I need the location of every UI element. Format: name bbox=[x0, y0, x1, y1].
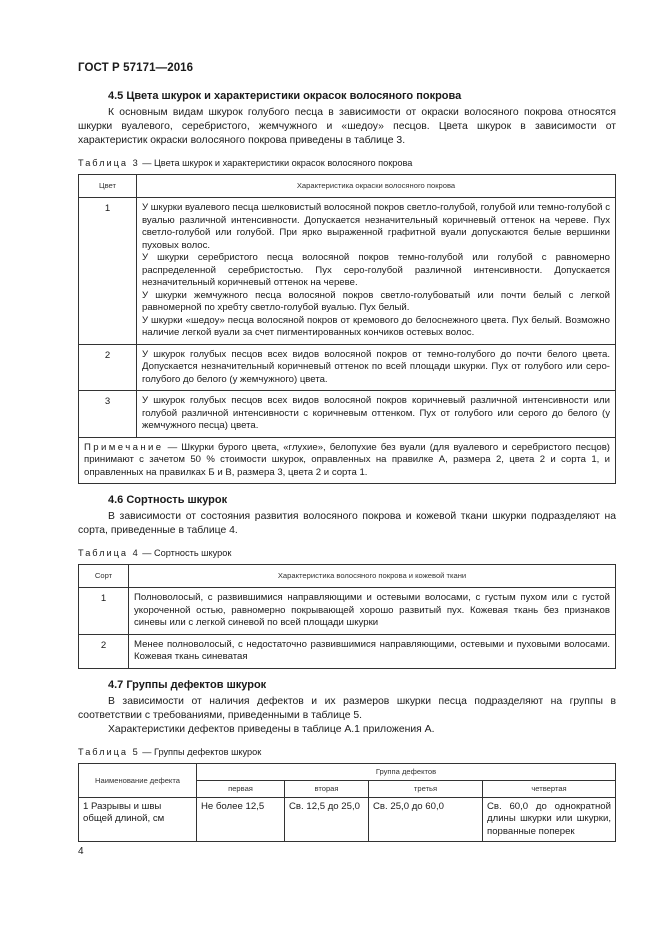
table-3-row-3-desc: У шкурок голубых песцов всех видов волосяной покров коричневый различной интенсивности или голубой различной интенсивности с коричневым оттенком. Пух от голубого или серого до белого (у жемчужного песца) цвета. bbox=[137, 391, 616, 438]
section-4-5-paragraph: К основным видам шкурок голубого песца в зависимости от окраски волосяного покрова относятся шкурки вуалевого, серебристого, жемчужного и «шедоу» песцов. Цвета шкурок в зависимости от характеристик окраски волосяного покрова приведены в таблице 3. bbox=[78, 107, 616, 146]
table-3-row-1-num: 1 bbox=[79, 198, 137, 345]
table-row bbox=[79, 634, 616, 668]
table-5-sub-4: четвертая bbox=[483, 780, 616, 797]
table-5-row-1-c4: Св. 60,0 до однократной длины шкурки или шкурки, порванные поперек bbox=[483, 797, 616, 842]
table-5 bbox=[78, 763, 616, 843]
section-4-7-paragraph-2: Характеристики дефектов приведены в таблице А.1 приложения А. bbox=[108, 723, 435, 735]
table-row bbox=[79, 797, 616, 842]
section-4-5-heading: 4.5 Цвета шкурок и характеристики окрасок волосяного покрова bbox=[108, 90, 462, 102]
table-4-row-2-desc: Менее полноволосый, с недостаточно развившимися направляющими, остевыми и пуховыми волосами. Кожевая ткань синеватая bbox=[129, 634, 616, 668]
table-3 bbox=[78, 174, 616, 484]
table-4-caption bbox=[78, 546, 616, 560]
table-4-title: — Сортность шкурок bbox=[142, 548, 232, 558]
table-4 bbox=[78, 564, 616, 669]
table-row bbox=[79, 391, 616, 438]
table-5-sub-3: третья bbox=[369, 780, 483, 797]
table-5-col-group: Группа дефектов bbox=[197, 763, 616, 780]
table-4-row-1-desc: Полноволосый, с развившимися направляющими и остевыми волосами, с густым пухом или с густой укороченной остью, равномерно покрывающей хорошо развитый пух. Кожевая ткань без признаков синевы или с легкой синевой по всей площади шкурки bbox=[129, 588, 616, 635]
table-3-col-description: Характеристика окраски волосяного покрова bbox=[137, 175, 616, 198]
table-3-title: — Цвета шкурок и характеристики окрасок волосяного покрова bbox=[142, 158, 413, 168]
table-3-label: Таблица 3 bbox=[78, 158, 140, 168]
table-3-row-3-num: 3 bbox=[79, 391, 137, 438]
table-5-caption bbox=[78, 745, 616, 759]
table-4-row-2-num: 2 bbox=[79, 634, 129, 668]
table-3-row-1-line-1: У шкурки вуалевого песца шелковистый волосяной покров светло-голубой, голубой или темно-голубой с вуалью различной интенсивности. Допускается незначительный коричневый оттенок на череве. Пух светло-голубой или голубой. При ярко выраженной графитной вуали допускаются белые вершинки пуховых волос. bbox=[142, 202, 610, 251]
table-3-row-2-num: 2 bbox=[79, 344, 137, 391]
section-4-7-paragraph-1: В зависимости от наличия дефектов и их размеров шкурки песца подразделяют на группы в соответствии с требованиями, приведенными в таблице 5. bbox=[78, 695, 616, 721]
table-3-row-2-desc: У шкурок голубых песцов всех видов волосяной покров от темно-голубого до почти белого цвета. Допускается незначительный коричневый оттенок по всей площади шкурки. Пух от голубого или серо-голубого до белого (у жемчужного) цвета. bbox=[137, 344, 616, 391]
page-content bbox=[78, 90, 616, 842]
table-5-title: — Группы дефектов шкурок bbox=[142, 746, 262, 757]
table-3-note bbox=[79, 437, 616, 484]
note-label: Примечание bbox=[84, 441, 164, 453]
table-5-sub-2: вторая bbox=[285, 780, 369, 797]
table-3-row-1-line-4: У шкурки «шедоу» песца волосяной покров от кремового до белоснежного цвета. Пух белый. Возможно наличие легкой вуали за счет пигментированных кончиков остевых волос. bbox=[142, 314, 610, 338]
table-row bbox=[79, 198, 616, 345]
section-4-6-paragraph: В зависимости от состояния развития волосяного покрова и кожевой ткани шкурки подразделяют на сорта, приведенные в таблице 4. bbox=[78, 511, 616, 536]
table-3-row-1-line-2: У шкурки серебристого песца волосяной покров темно-голубой или голубой с равномерно распределенной серебристостью. Пух серо-голубой различной интенсивности. Допускается незначительный коричневый оттенок на череве. bbox=[142, 252, 610, 288]
table-row bbox=[79, 588, 616, 635]
section-4-7-heading: 4.7 Группы дефектов шкурок bbox=[108, 678, 267, 691]
table-4-col-grade: Сорт bbox=[79, 565, 129, 588]
table-5-label: Таблица 5 bbox=[78, 746, 140, 757]
table-4-col-description: Характеристика волосяного покрова и кожевой ткани bbox=[129, 565, 616, 588]
section-4-6-heading: 4.6 Сортность шкурок bbox=[108, 494, 228, 506]
table-5-col-name: Наименование дефекта bbox=[79, 763, 197, 797]
table-5-row-1-c1: Не более 12,5 bbox=[197, 797, 285, 842]
table-3-row-1-line-3: У шкурки жемчужного песца волосяной покров светло-голубоватый или почти белый с легкой равномерной по хребту светло-голубой вуалью. Пух белый. bbox=[142, 289, 610, 313]
table-5-row-1-c3: Св. 25,0 до 60,0 bbox=[369, 797, 483, 842]
note-text: — Шкурки бурого цвета, «глухие», белопухие без вуали (для вуалевого и серебристого песцов) принимают с зачетом 50 % стоимости шкурок, оправленных на правилке А, размера 2, цвета 2 и сорта 1, и оправленных на правилках Б и В, размера 3, цвета 2 и сорта 1. bbox=[84, 441, 610, 478]
standard-header: ГОСТ Р 57171—2016 bbox=[78, 62, 194, 74]
table-5-row-1-c2: Св. 12,5 до 25,0 bbox=[285, 797, 369, 842]
table-4-row-1-num: 1 bbox=[79, 588, 129, 635]
table-5-row-1-name: 1 Разрывы и швы общей длиной, см bbox=[79, 797, 197, 842]
table-3-row-1-desc bbox=[137, 198, 616, 345]
table-5-sub-1: первая bbox=[197, 780, 285, 797]
table-3-col-color: Цвет bbox=[79, 175, 137, 198]
table-3-caption bbox=[78, 156, 616, 170]
page-number: 4 bbox=[78, 846, 84, 857]
table-4-label: Таблица 4 bbox=[78, 548, 140, 558]
table-3-note-row bbox=[79, 437, 616, 484]
table-row bbox=[79, 344, 616, 391]
